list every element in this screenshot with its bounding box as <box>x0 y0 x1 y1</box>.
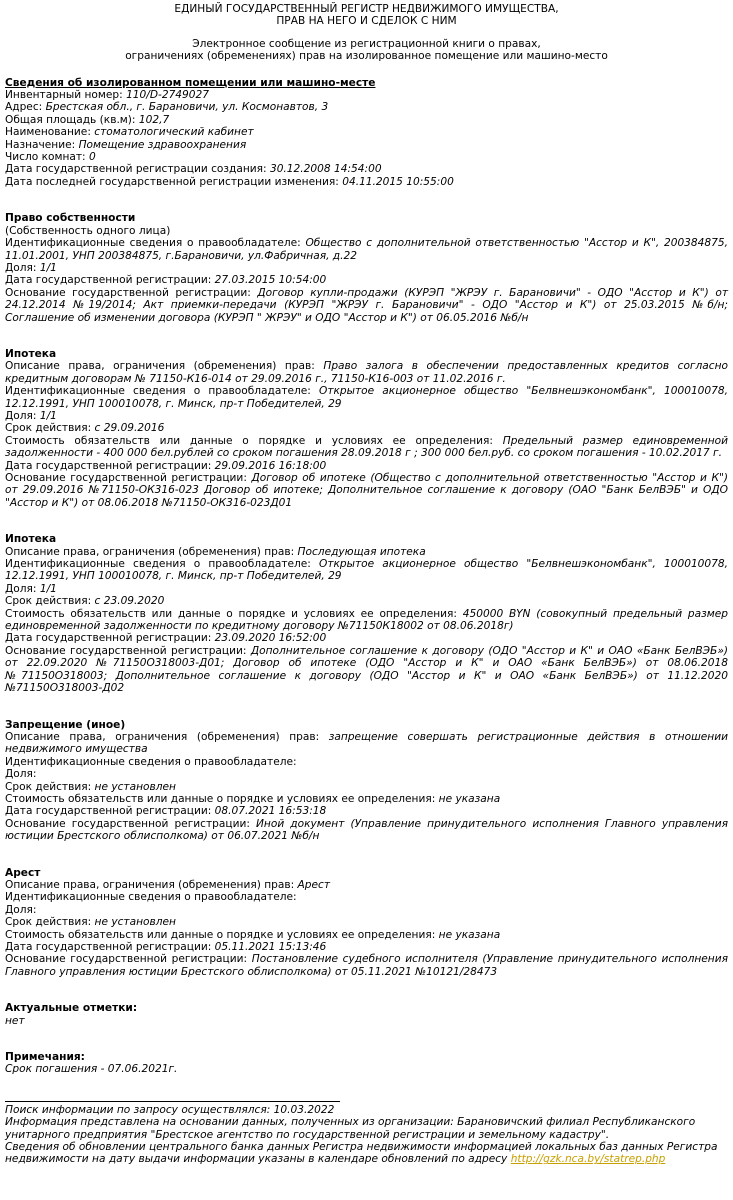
field-label: Идентификационные сведения о правообладателе: <box>5 891 297 904</box>
field-value: с 29.09.2016 <box>94 422 165 435</box>
field-value: 08.07.2021 16:53:18 <box>214 805 327 818</box>
prohibition-field-6 <box>5 818 728 843</box>
notes-title: Примечания: <box>5 1051 85 1064</box>
field-label: Доля: <box>5 409 40 422</box>
arrest-section <box>5 867 728 979</box>
mortgage2-field-0 <box>5 546 728 558</box>
mortgage-2-section-title: Ипотека <box>5 533 57 546</box>
mortgage-1-section <box>5 348 728 509</box>
field-value: Договор об ипотеке (Общество с дополнительной ответственностью "Асстор и К") от 29.09.2016 №71150-ОК316-023 Договор об ипотеке; Дополнительное соглашение к договору (ОАО "Банк БелВЭБ" и ОДО "Асстор и К") от 08.06.2018 №71150-ОК316-023Д01 <box>5 472 728 509</box>
mortgage1-field-3 <box>5 422 728 434</box>
arrest-field-6 <box>5 953 728 978</box>
field-label: Срок действия: <box>5 422 95 435</box>
message-subtitle-line-1: Электронное сообщение из регистрационной книги о правах, <box>192 37 541 50</box>
document-header <box>5 3 728 63</box>
arrest-field-3 <box>5 916 728 928</box>
document-footer <box>5 1104 728 1166</box>
premises-field-5 <box>5 151 728 163</box>
arrest-field-5 <box>5 941 728 953</box>
mortgage1-field-5 <box>5 460 728 472</box>
ownership-section-title: Право собственности <box>5 212 136 225</box>
message-subtitle-line-2: ограничениях (обременениях) прав на изолированное помещение или машино-место <box>125 50 608 63</box>
premises-field-3 <box>5 126 728 138</box>
premises-field-2 <box>5 114 728 126</box>
field-label: Дата последней государственной регистрации изменения: <box>5 175 343 188</box>
field-label: Общая площадь (кв.м): <box>5 113 139 126</box>
current-marks-value: нет <box>5 1014 25 1027</box>
field-label: Срок действия: <box>5 780 95 793</box>
field-label: Основание государственной регистрации: <box>5 817 256 830</box>
field-value: 1/1 <box>39 409 57 422</box>
field-value: 110/D-2749027 <box>126 89 210 102</box>
field-value: Открытое акционерное общество "Белвнешэкономбанк", 100010078, 12.12.1991, УНП 100010078, г. Минск, пр-т Победителей, 29 <box>5 385 729 410</box>
prohibition-section <box>5 719 728 843</box>
premises-field-7 <box>5 176 728 188</box>
arrest-field-2 <box>5 904 728 916</box>
field-value: Предельный размер единовременной задолженности - 400 000 бел.рублей со сроком погашения 28.09.2018 г ; 300 000 бел.руб. со сроком погашения - 10.02.2017 г. <box>5 434 728 460</box>
register-title-line-2: ПРАВ НА НЕГО И СДЕЛОК С НИМ <box>276 15 457 28</box>
field-label: Назначение: <box>5 138 79 151</box>
field-label: Доля: <box>5 903 37 916</box>
field-label: Доля: <box>5 768 37 781</box>
field-label: Инвентарный номер: <box>5 89 127 102</box>
prohibition-field-2 <box>5 768 728 780</box>
field-label: Срок действия: <box>5 916 95 929</box>
field-value: не установлен <box>94 916 176 929</box>
field-value: стоматологический кабинет <box>94 126 254 139</box>
mortgage2-field-4 <box>5 608 728 633</box>
prohibition-field-0 <box>5 731 728 756</box>
field-label: Дата государственной регистрации: <box>5 632 215 645</box>
update-info-line <box>5 1141 728 1166</box>
field-value: 05.11.2021 15:13:46 <box>214 941 327 953</box>
field-label: Доля: <box>5 582 40 595</box>
field-value: Арест <box>297 878 331 891</box>
field-label: Стоимость обязательств или данные о порядке и условиях ее определения: <box>5 607 463 620</box>
field-label: Дата государственной регистрации создания: <box>5 163 270 176</box>
current-marks-title: Актуальные отметки: <box>5 1002 138 1015</box>
arrest-section-title: Арест <box>5 866 41 879</box>
ownership-field-3 <box>5 287 728 324</box>
field-value: 102,7 <box>138 113 170 126</box>
field-value: Договор купли-продажи (КУРЭП "ЖРЭУ г. Барановичи" - ОДО "Асстор и К") от 24.12.2014 №19/2014; Акт приемки-передачи (КУРЭП "ЖРЭУ г. Барановичи" - ОДО "Асстор и К") от 25.03.2015 №б/н; Соглашение об изменении договора (КУРЭП " ЖРЭУ" и ОДО "Асстор и К") от 06.05.2016 №б/н <box>5 286 728 324</box>
ownership-field-2 <box>5 274 728 286</box>
arrest-field-4 <box>5 929 728 941</box>
field-label: Срок действия: <box>5 595 95 608</box>
arrest-field-0 <box>5 879 728 891</box>
prohibition-field-5 <box>5 805 728 817</box>
field-label: Дата государственной регистрации: <box>5 805 215 818</box>
search-date-line: Поиск информации по запросу осуществлялся: 10.03.2022 <box>5 1103 335 1116</box>
field-value: запрещение совершать регистрационные действия в отношении недвижимого имущества <box>5 730 728 756</box>
field-value: 29.09.2016 16:18:00 <box>214 459 327 472</box>
premises-section <box>5 77 728 189</box>
field-label: Описание права, ограничения (обременения) прав: <box>5 878 298 891</box>
field-label: Стоимость обязательств или данные о порядке и условиях ее определения: <box>5 792 439 805</box>
field-value: 1/1 <box>39 582 57 595</box>
mortgage1-field-6 <box>5 472 728 509</box>
field-label: Наименование: <box>5 126 95 139</box>
field-label: Идентификационные сведения о правообладателе: <box>5 558 320 571</box>
field-label: Основание государственной регистрации: <box>5 953 252 966</box>
mortgage2-field-2 <box>5 583 728 595</box>
ownership-type: (Собственность одного лица) <box>5 224 171 237</box>
field-value: 27.03.2015 10:54:00 <box>214 274 327 287</box>
field-label: Описание права, ограничения (обременения) прав: <box>5 545 298 558</box>
field-value: 04.11.2015 10:55:00 <box>342 175 454 188</box>
arrest-field-1 <box>5 891 728 903</box>
field-value: 30.12.2008 14:54:00 <box>269 163 382 176</box>
notes-section <box>5 1051 728 1076</box>
field-label: Стоимость обязательств или данные о порядке и условиях ее определения: <box>5 434 503 447</box>
prohibition-field-3 <box>5 781 728 793</box>
mortgage1-field-2 <box>5 410 728 422</box>
source-info-line: Информация представлена на основании данных, полученных из организации: Барановичский филиал Республиканского унитарного предприятия "Брестское агентство по государственной регистрации и земельному кадастру". <box>5 1116 696 1141</box>
field-label: Адрес: <box>5 101 46 114</box>
field-value: не указана <box>438 792 501 805</box>
footer-divider <box>5 1101 340 1102</box>
premises-section-title: Сведения об изолированном помещении или машино-месте <box>5 76 376 89</box>
field-label: Основание государственной регистрации: <box>5 286 258 299</box>
mortgage-2-section <box>5 533 728 694</box>
ownership-field-1 <box>5 262 728 274</box>
ownership-section <box>5 212 728 324</box>
update-info-text: Сведения об обновлении центрального банка данных Регистра недвижимости информацией локальных баз данных Регистра недвижимости на дату выдачи информации указаны в календаре обновлений по адресу <box>5 1141 718 1166</box>
mortgage2-field-5 <box>5 632 728 644</box>
field-label: Число комнат: <box>5 151 89 164</box>
field-label: Основание государственной регистрации: <box>5 644 251 657</box>
field-value: 450000 BYN (совокупный предельный размер единовременной задолженности по кредитному договору №71150К18002 от 08.06.2018г) <box>5 607 729 633</box>
mortgage-1-section-title: Ипотека <box>5 347 57 360</box>
field-value: Брестская обл., г. Барановичи, ул. Космонавтов, 3 <box>45 101 329 114</box>
field-value: 1/1 <box>39 261 57 274</box>
field-label: Описание права, ограничения (обременения) прав: <box>5 730 329 743</box>
field-value: 23.09.2020 16:52:00 <box>214 632 327 645</box>
field-value: Право залога в обеспечении предоставленных кредитов согласно кредитным договорам № 71150-К16-014 от 29.09.2016 г., 71150-К16-003 от 11.02.2016 г. <box>5 360 728 385</box>
field-label: Описание права, ограничения (обременения) прав: <box>5 360 324 373</box>
field-value: 0 <box>89 151 96 164</box>
premises-field-1 <box>5 101 728 113</box>
current-marks-section <box>5 1002 728 1027</box>
field-label: Идентификационные сведения о правообладателе: <box>5 237 306 250</box>
prohibition-section-title: Запрещение (иное) <box>5 718 126 731</box>
mortgage2-field-6 <box>5 645 728 695</box>
field-label: Доля: <box>5 261 40 274</box>
field-value: Дополнительное соглашение к договору (ОДО "Асстор и К" и ОАО «Банк БелВЭБ») от 22.09.2020 №71150О318003-Д01; Договор об ипотеке (ОДО "Асстор и К" и ОАО «Банк БелВЭБ») от 08.06.2018 №71150О318003; Дополнительное соглашение к договору (ОДО "Асстор и К" и ОАО «Банк БелВЭБ») от 11.12.2020 №71150О318003-Д02 <box>5 644 728 695</box>
field-label: Стоимость обязательств или данные о порядке и условиях ее определения: <box>5 928 439 941</box>
mortgage2-field-1 <box>5 558 728 583</box>
ownership-field-0 <box>5 237 728 262</box>
field-value: с 23.09.2020 <box>94 595 165 608</box>
field-label: Идентификационные сведения о правообладателе: <box>5 385 320 398</box>
premises-field-4 <box>5 139 728 151</box>
field-value: Постановление судебного исполнителя (Управление принудительного исполнения Главного управления юстиции Брестского облисполкома) от 05.11.2021 №10121/28473 <box>5 953 728 978</box>
field-label: Основание государственной регистрации: <box>5 472 252 484</box>
field-value: Иной документ (Управление принудительного исполнения Главного управления юстиции Брестского облисполкома) от 06.07.2021 №б/н <box>5 817 728 843</box>
premises-field-0 <box>5 89 728 101</box>
field-value: не установлен <box>94 780 176 793</box>
notes-value: Срок погашения - 07.06.2021г. <box>5 1063 178 1076</box>
prohibition-field-1 <box>5 756 728 768</box>
statrep-link[interactable]: http://gzk.nca.by/statrep.php <box>510 1153 666 1166</box>
mortgage1-field-0 <box>5 360 728 385</box>
mortgage2-field-3 <box>5 595 728 607</box>
field-value: Открытое акционерное общество "Белвнешэкономбанк", 100010078, 12.12.1991, УНП 100010078, г. Минск, пр-т Победителей, 29 <box>5 558 729 583</box>
field-label: Дата государственной регистрации: <box>5 459 215 472</box>
field-value: Общество с дополнительной ответственностью "Асстор и К", 200384875, 11.01.2001, УНП 200384875, г.Барановичи, ул.Фабричная, д.22 <box>5 237 728 262</box>
field-value: Последующая ипотека <box>297 545 426 558</box>
field-label: Дата государственной регистрации: <box>5 274 215 287</box>
prohibition-field-4 <box>5 793 728 805</box>
mortgage1-field-4 <box>5 435 728 460</box>
premises-field-6 <box>5 163 728 175</box>
register-title-line-1: ЕДИНЫЙ ГОСУДАРСТВЕННЫЙ РЕГИСТР НЕДВИЖИМОГО ИМУЩЕСТВА, <box>174 3 559 15</box>
field-label: Дата государственной регистрации: <box>5 941 215 953</box>
field-value: не указана <box>438 928 501 941</box>
field-label: Идентификационные сведения о правообладателе: <box>5 755 297 768</box>
mortgage1-field-1 <box>5 385 728 410</box>
field-value: Помещение здравоохранения <box>78 138 247 151</box>
